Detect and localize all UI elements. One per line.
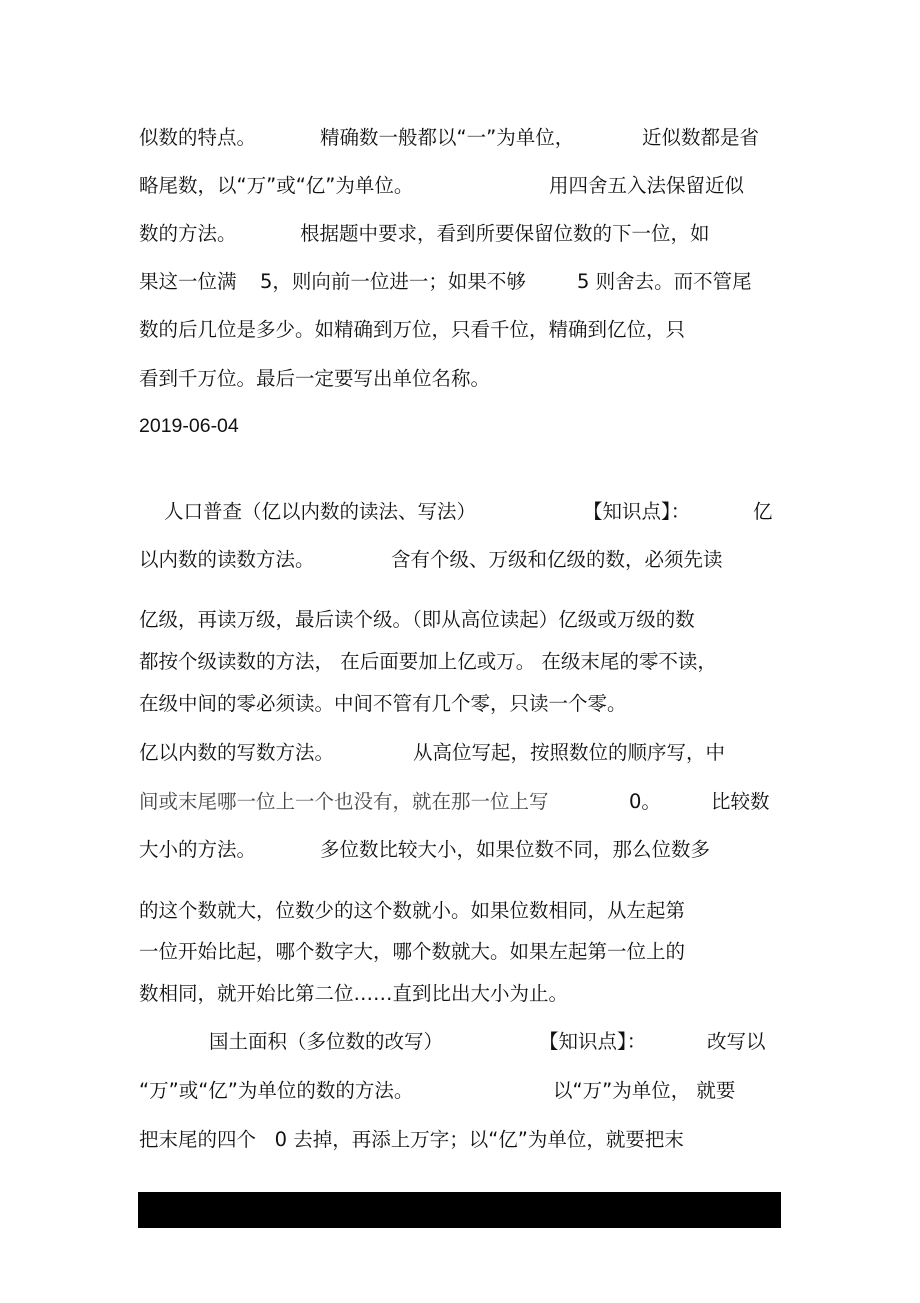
text-segment: 数的后几位是多少。如精确到万位，只看千位，精确到亿位，只 [139,318,686,341]
section-title: 人口普查（亿以内数的读法、写法） [164,500,477,523]
text-line [139,219,779,249]
text-segment: 比较数 [711,790,770,813]
text-segment: 0。 [629,790,661,813]
text-line [139,787,779,817]
text-segment: 含有个级、万级和亿级的数，必须先读 [391,548,723,571]
text-segment: 一位开始比起，哪个数字大，哪个数就大。如果左起第一位上的 [139,940,686,963]
text-segment: 数的方法。 [139,222,237,245]
text-segment: 间或末尾哪一位上一个也没有，就在那一位上写 [139,790,549,813]
text-segment: 把末尾的四个 0 去掉，再添上万字；以“亿”为单位，就要把末 [139,1128,684,1151]
date-line [139,411,779,441]
text-segment: 近似数都是省 [642,126,760,149]
knowledge-label: 【知识点】： [539,1030,647,1053]
text-segment: 亿 [753,500,773,523]
text-line [139,1076,779,1106]
text-segment: 以内数的读数方法。 [139,548,315,571]
section-heading [139,1027,779,1057]
text-segment: 用四舍五入法保留近似 [549,174,745,197]
date-text: 2019-06-04 [139,415,239,437]
text-segment: 略尾数，以“万”或“亿”为单位。 [139,174,414,197]
text-segment: 亿级，再读万级，最后读个级。（即从高位读起）亿级或万级的数 [139,608,695,631]
text-segment: 5，则向前一位进一；如果不够 [260,270,526,293]
text-segment: 改写以 [707,1030,766,1053]
text-segment: 果这一位满 [139,270,237,293]
text-line [139,364,779,394]
text-segment: 以“万”为单位， 就要 [553,1079,736,1102]
text-segment: 似数的特点。 [139,126,257,149]
text-line [139,689,779,719]
text-segment: 看到千万位。最后一定要写出单位名称。 [139,367,491,390]
text-line [139,545,779,575]
text-line [139,315,779,345]
text-segment: 亿以内数的写数方法。 [139,741,335,764]
text-segment: “万”或“亿”为单位的数的方法。 [139,1079,414,1102]
text-segment: 5 则舍去。而不管尾 [577,270,752,293]
text-line [139,738,779,768]
text-segment: 的这个数就大，位数少的这个数就小。如果位数相同，从左起第 [139,899,686,922]
text-line [139,1125,779,1155]
text-segment: 精确数一般都以“一”为单位， [320,126,575,149]
text-segment: 数相同，就开始比第二位……直到比出大小为止。 [139,982,569,1005]
text-line [139,605,779,635]
footer-bar [138,1192,781,1228]
text-line [139,647,779,677]
text-line [139,123,779,153]
section-heading [139,497,779,527]
text-segment: 多位数比较大小，如果位数不同，那么位数多 [320,838,711,861]
text-line [139,896,779,926]
text-segment: 都按个级读数的方法， 在后面要加上亿或万。 在级末尾的零不读， [139,650,717,673]
text-segment: 在级中间的零必须读。中间不管有几个零，只读一个零。 [139,692,627,715]
text-line [139,835,779,865]
text-line [139,267,779,297]
text-line [139,171,779,201]
section-title: 国土面积（多位数的改写） [209,1030,444,1053]
text-line [139,979,779,1009]
text-segment: 从高位写起，按照数位的顺序写，中 [413,741,726,764]
text-segment: 根据题中要求，看到所要保留位数的下一位，如 [300,222,710,245]
knowledge-label: 【知识点】： [583,500,691,523]
text-line [139,937,779,967]
text-segment: 大小的方法。 [139,838,257,861]
